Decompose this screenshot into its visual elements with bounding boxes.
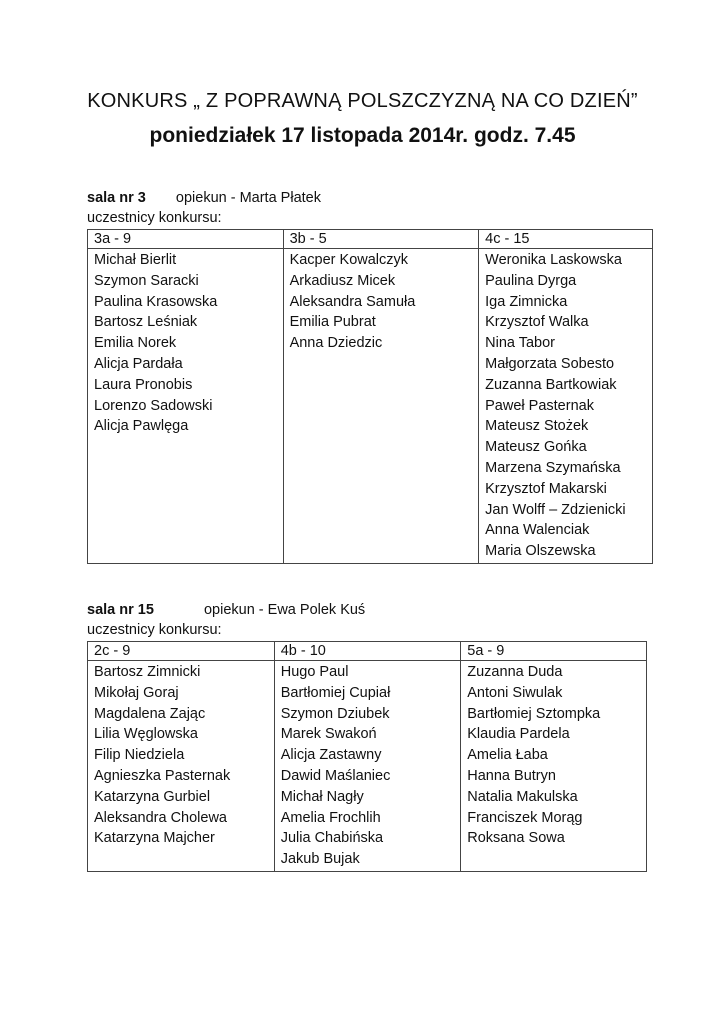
student-name: Lorenzo Sadowski bbox=[94, 397, 213, 414]
room-2-table bbox=[87, 641, 647, 872]
student-name: Kacper Kowalczyk bbox=[289, 252, 409, 268]
student-name: Arkadiusz Micek bbox=[289, 272, 396, 289]
class-header: 4b - 10 bbox=[274, 642, 461, 661]
names-cell bbox=[461, 661, 647, 872]
student-name: Katarzyna Gurbiel bbox=[94, 788, 211, 805]
table-body-row bbox=[88, 661, 647, 872]
student-name: Bartosz Leśniak bbox=[94, 314, 198, 331]
student-name: Alicja Zastawny bbox=[280, 747, 382, 764]
room-2-participants-label: uczestnicy konkursu: bbox=[87, 622, 222, 638]
table-body-row bbox=[88, 249, 653, 564]
student-name: Franciszek Morąg bbox=[467, 809, 583, 826]
student-name: Paulina Dyrga bbox=[485, 272, 577, 289]
student-name: Alicja Pawlęga bbox=[94, 418, 189, 435]
student-name: Maria Olszewska bbox=[485, 543, 596, 560]
student-name: Emilia Norek bbox=[94, 335, 177, 352]
student-name: Alicja Pardała bbox=[94, 355, 183, 372]
student-name: Bartłomiej Sztompka bbox=[467, 705, 601, 722]
student-name: Michał Nagły bbox=[280, 788, 364, 805]
class-header: 3a - 9 bbox=[88, 230, 284, 249]
student-name: Klaudia Pardela bbox=[467, 726, 570, 743]
student-name: Jan Wolff – Zdzienicki bbox=[485, 501, 626, 518]
table-header-row bbox=[88, 642, 647, 661]
student-name: Emilia Pubrat bbox=[289, 314, 376, 331]
student-name: Anna Walenciak bbox=[485, 522, 590, 539]
student-name: Paweł Pasternak bbox=[485, 397, 594, 414]
names-cell bbox=[88, 661, 275, 872]
student-name: Katarzyna Majcher bbox=[94, 830, 215, 847]
student-name: Bartosz Zimnicki bbox=[94, 664, 201, 680]
student-name: Filip Niedziela bbox=[94, 747, 185, 764]
student-name: Agnieszka Pasternak bbox=[94, 767, 231, 784]
student-name: Paulina Krasowska bbox=[94, 293, 218, 310]
class-header: 2c - 9 bbox=[88, 642, 275, 661]
student-name: Magdalena Zając bbox=[94, 705, 206, 722]
room-2-label: sala nr 15 bbox=[87, 602, 154, 618]
class-header: 5a - 9 bbox=[461, 642, 647, 661]
student-name: Bartłomiej Cupiał bbox=[280, 684, 391, 701]
student-name: Aleksandra Samuła bbox=[289, 293, 416, 310]
student-name: Nina Tabor bbox=[485, 335, 555, 352]
student-name: Antoni Siwulak bbox=[467, 684, 563, 701]
student-name: Roksana Sowa bbox=[467, 830, 565, 847]
page-title: KONKURS „ Z POPRAWNĄ POLSZCZYZNĄ NA CO DZIEŃ” bbox=[87, 90, 638, 112]
student-name: Anna Dziedzic bbox=[289, 335, 383, 352]
student-name: Szymon Saracki bbox=[94, 272, 199, 289]
student-name: Małgorzata Sobesto bbox=[485, 355, 615, 372]
room-1-participants-label: uczestnicy konkursu: bbox=[87, 210, 222, 226]
student-name: Natalia Makulska bbox=[467, 788, 578, 805]
student-name: Lilia Węglowska bbox=[94, 726, 198, 743]
table-header-row bbox=[88, 230, 653, 249]
student-name: Zuzanna Bartkowiak bbox=[485, 376, 617, 393]
names-cell bbox=[479, 249, 653, 564]
student-name: Aleksandra Cholewa bbox=[94, 809, 227, 826]
student-name: Krzysztof Walka bbox=[485, 314, 589, 331]
room-1-label: sala nr 3 bbox=[87, 190, 146, 206]
names-cell bbox=[274, 661, 461, 872]
student-name: Marzena Szymańska bbox=[485, 459, 621, 476]
room-1-table bbox=[87, 229, 653, 564]
student-name: Mateusz Stożek bbox=[485, 418, 589, 435]
student-name: Jakub Bujak bbox=[280, 851, 360, 868]
room-1-supervisor: opiekun - Marta Płatek bbox=[175, 190, 321, 206]
student-name: Szymon Dziubek bbox=[280, 705, 390, 722]
student-name: Weronika Laskowska bbox=[485, 252, 622, 268]
room-2-supervisor: opiekun - Ewa Polek Kuś bbox=[203, 602, 366, 618]
student-name: Mateusz Gońka bbox=[485, 439, 587, 456]
student-name: Marek Swakoń bbox=[280, 726, 377, 743]
student-name: Krzysztof Makarski bbox=[485, 480, 607, 497]
class-header: 3b - 5 bbox=[283, 230, 479, 249]
student-name: Julia Chabińska bbox=[280, 830, 384, 847]
page-subtitle: poniedziałek 17 listopada 2014r. godz. 7.45 bbox=[149, 124, 576, 147]
class-header: 4c - 15 bbox=[479, 230, 653, 249]
student-name: Amelia Łaba bbox=[467, 747, 548, 764]
student-name: Zuzanna Duda bbox=[467, 664, 563, 680]
names-cell bbox=[88, 249, 284, 564]
room-1-line bbox=[87, 190, 321, 206]
student-name: Iga Zimnicka bbox=[485, 293, 568, 310]
student-name: Dawid Maślaniec bbox=[280, 767, 391, 784]
student-name: Amelia Frochlih bbox=[280, 809, 381, 826]
student-name: Hugo Paul bbox=[280, 664, 349, 680]
student-name: Mikołaj Goraj bbox=[94, 684, 179, 701]
student-name: Hanna Butryn bbox=[467, 767, 556, 784]
names-cell bbox=[283, 249, 479, 564]
room-2-line bbox=[87, 602, 365, 618]
student-name: Laura Pronobis bbox=[94, 376, 193, 393]
student-name: Michał Bierlit bbox=[94, 252, 177, 268]
